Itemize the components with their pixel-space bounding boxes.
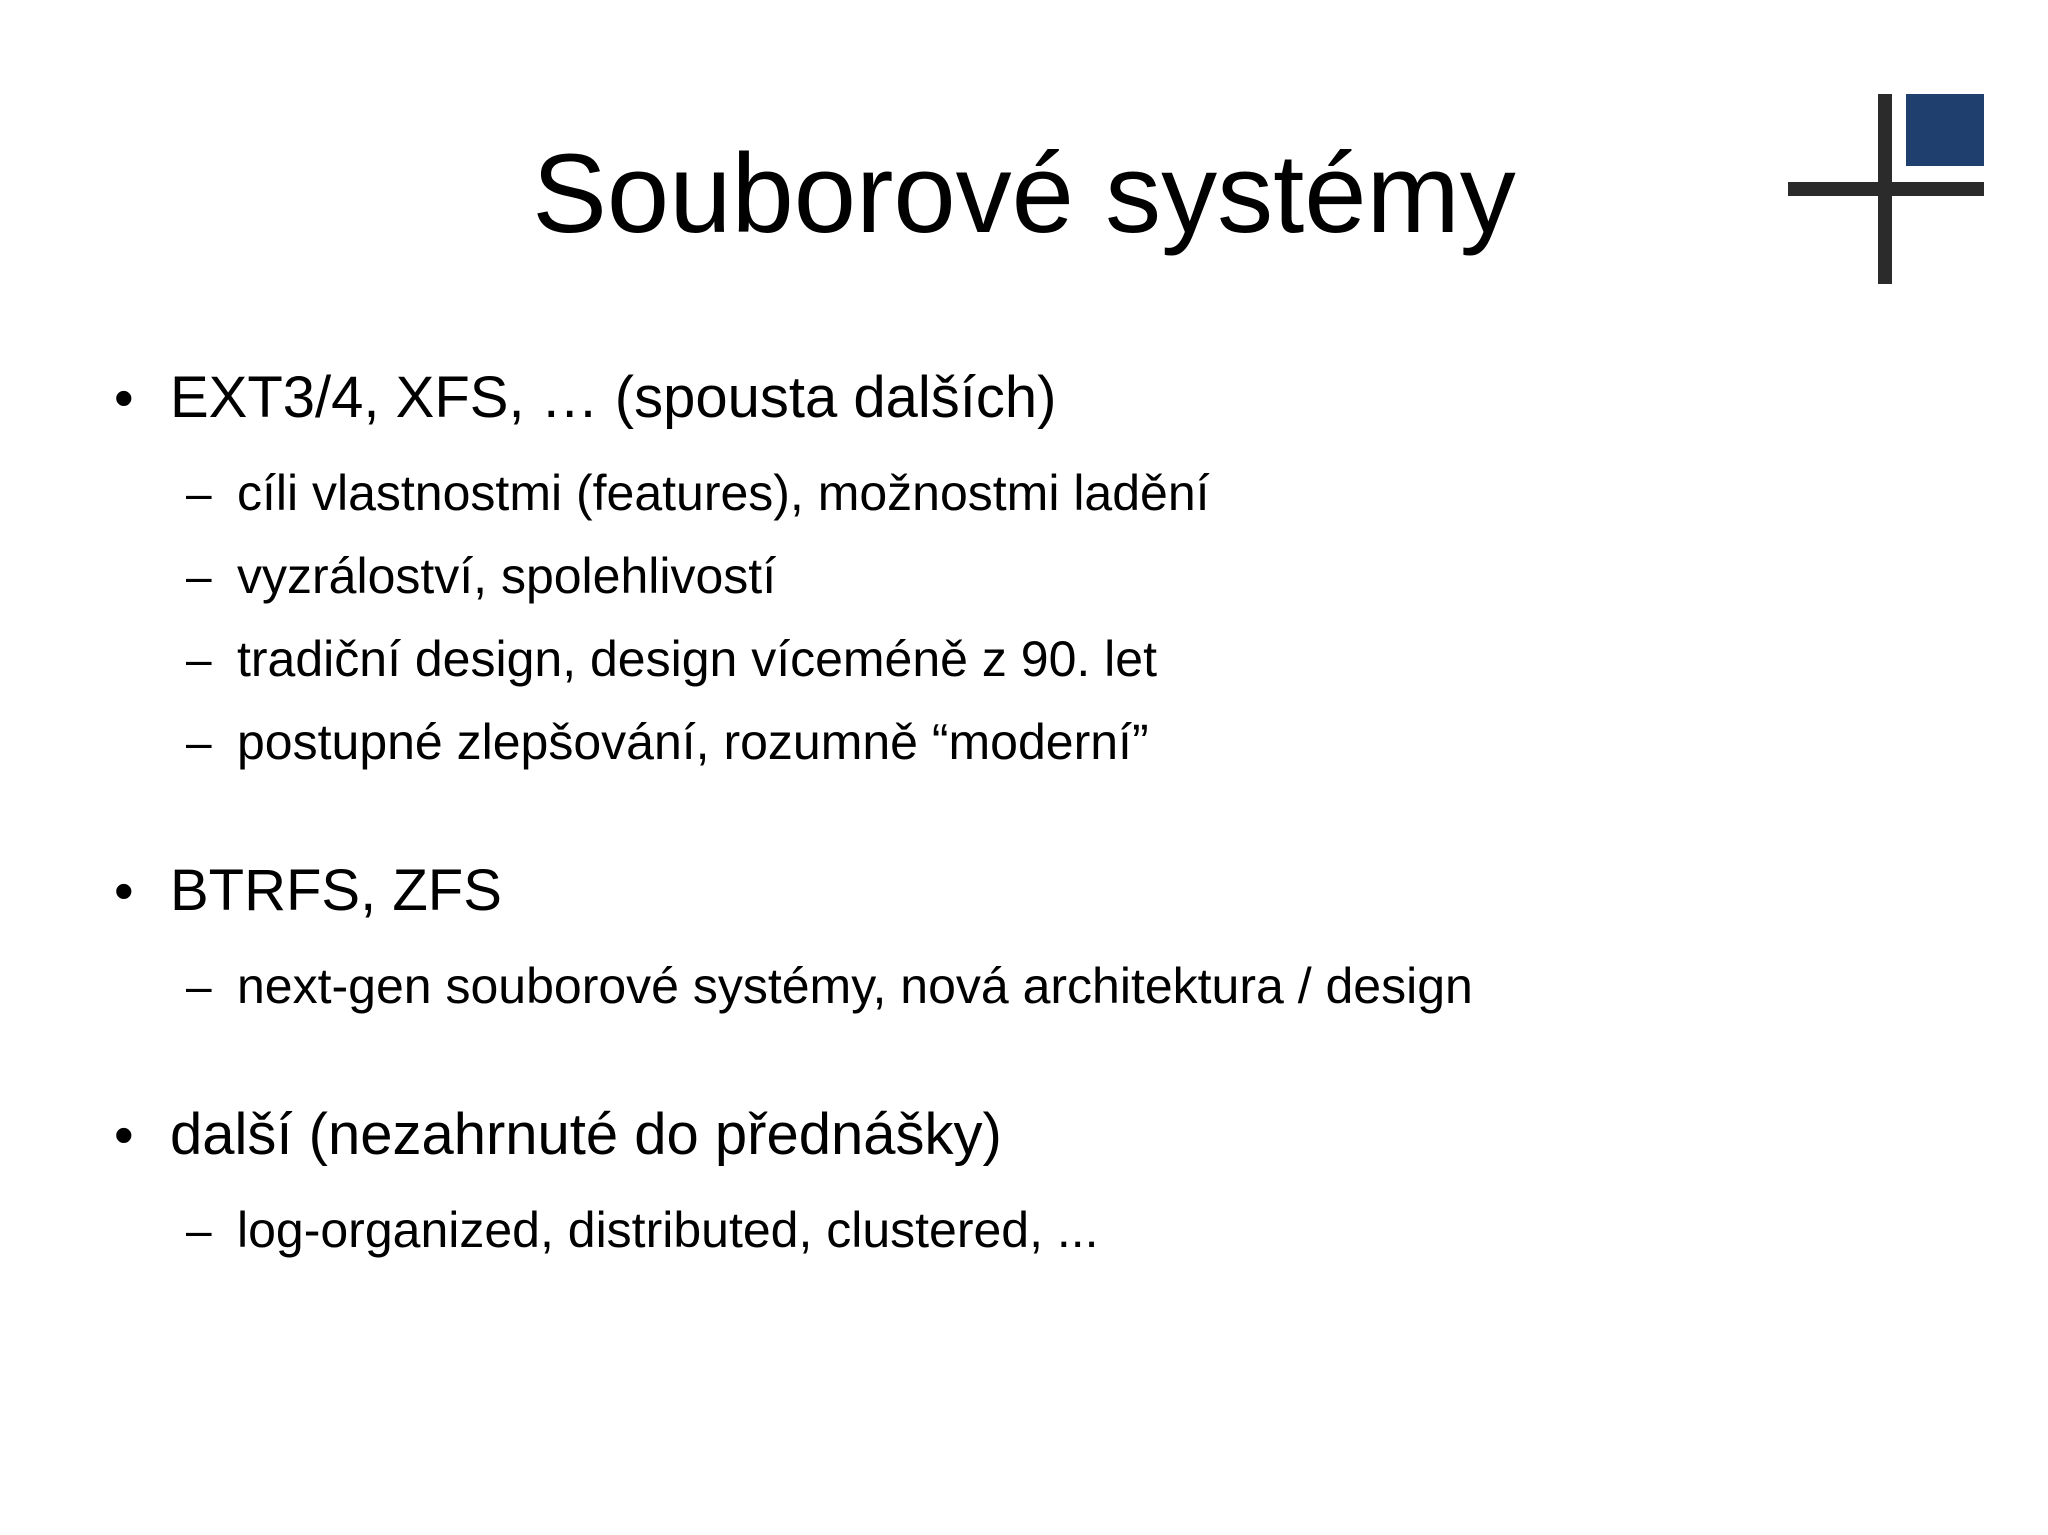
sub-marker: – bbox=[186, 633, 212, 685]
sub-text: vyzráloství, spolehlivostí bbox=[237, 548, 777, 604]
bullet-text: další (nezahrnuté do přednášky) bbox=[170, 1102, 1002, 1167]
sub-text: tradiční design, design víceméně z 90. let bbox=[237, 631, 1157, 687]
bullet-marker: • bbox=[114, 1103, 134, 1166]
sub-text: next-gen souborové systémy, nová architektura / design bbox=[237, 958, 1473, 1014]
bullet-marker: • bbox=[114, 859, 134, 922]
sub-marker: – bbox=[186, 467, 212, 519]
bullet-marker: • bbox=[114, 366, 134, 429]
sub-text: cíli vlastnostmi (features), možnostmi ladění bbox=[237, 465, 1210, 521]
slide-title: Souborové systémy bbox=[532, 131, 1516, 256]
bullet-text: EXT3/4, XFS, … (spousta dalších) bbox=[170, 365, 1057, 430]
sub-marker: – bbox=[186, 550, 212, 602]
bullet-text: BTRFS, ZFS bbox=[170, 858, 502, 923]
sub-marker: – bbox=[186, 960, 212, 1012]
sub-text: postupné zlepšování, rozumně “moderní” bbox=[237, 714, 1149, 770]
sub-marker: – bbox=[186, 1204, 212, 1256]
sub-marker: – bbox=[186, 716, 212, 768]
sub-text: log-organized, distributed, clustered, ... bbox=[237, 1202, 1099, 1258]
